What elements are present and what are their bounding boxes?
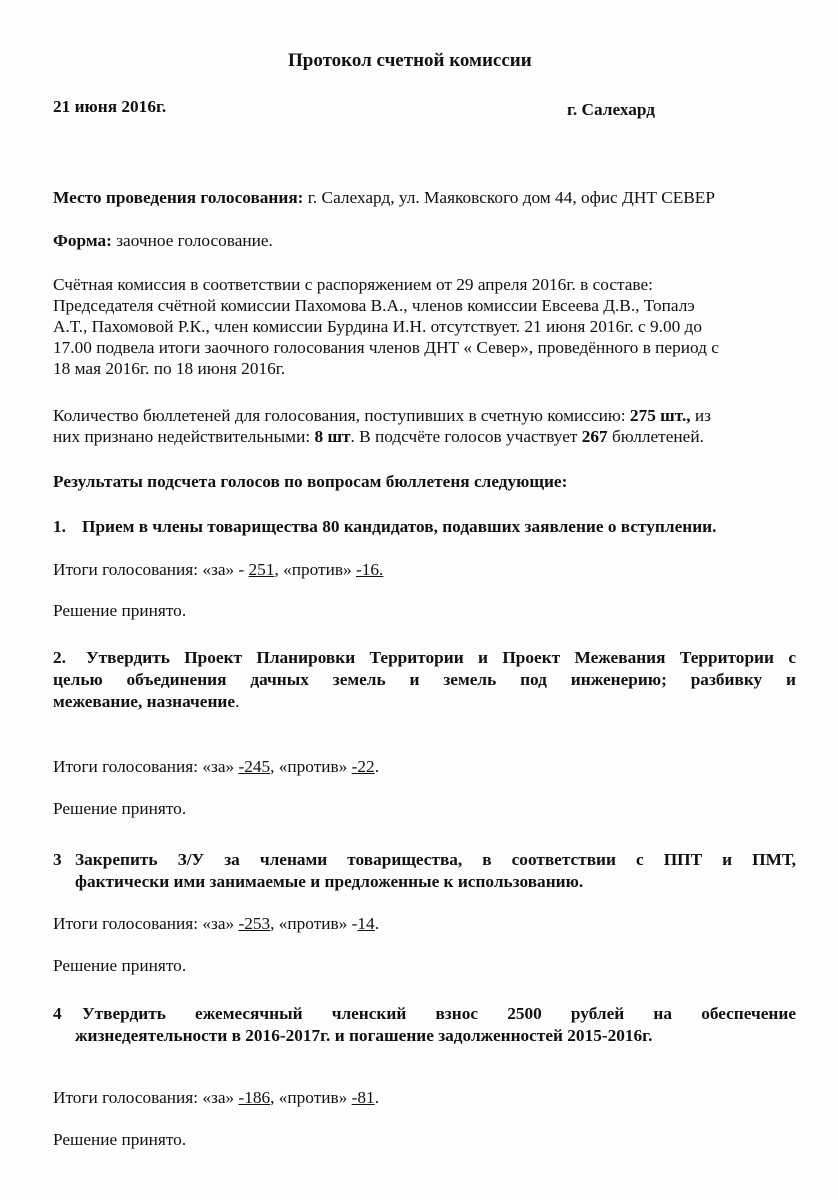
ballots-paragraph [53,405,711,447]
item-number: 3 [53,850,62,869]
ballots-text: них признано недействительными: [53,427,315,446]
vote-result-end: . [374,757,380,776]
ballots-invalid: 8 шт [314,427,351,446]
document-title: Протокол счетной комиссии [288,50,532,71]
vote-result-label: Итоги голосования: «за» [53,1088,239,1107]
vote-result-label: Итоги голосования: «за» [53,914,239,933]
commission-line: 18 мая 2016г. по 18 июня 2016г. [53,359,286,378]
voting-place-value: г. Салехард, ул. Маяковского дом 44, офис ДНТ СЕВЕР [303,188,715,207]
vote-result-label: Итоги голосования: «за» - [53,560,249,579]
protocol-city: г. Салехард [567,100,656,119]
vote-result-end: . [374,1088,380,1107]
vote-against-label: , «против» [270,1088,352,1107]
voting-place-label: Место проведения голосования: [53,188,304,207]
vote-for-count: -186 [238,1088,271,1107]
vote-for-count: -253 [238,914,271,933]
ballots-text: Количество бюллетеней для голосования, поступивших в счетную комиссию: [53,406,630,425]
voting-form [53,230,273,251]
item-text: Утвердить Проект Планировки Территории и Проект Межевания Территории с [86,648,796,667]
item-text: Утвердить ежемесячный членский взнос 2500 рублей на обеспечение [82,1004,796,1023]
vote-result [53,756,379,777]
ballots-text: из [690,406,711,425]
commission-line: Счётная комиссия в соответствии с распоряжением от 29 апреля 2016г. в составе: [53,275,653,294]
voting-place [53,187,715,208]
vote-against-label: , «против» [270,757,352,776]
vote-for-count: 251 [248,560,275,579]
vote-against-count: 14 [357,914,375,933]
item-text: целью объединения дачных земель и земель под инженерию; разбивку и [53,670,796,689]
protocol-date: 21 июня 2016г. [53,97,167,116]
ballots-received: 275 шт., [629,406,691,425]
item-text-tail: . [235,692,240,711]
vote-result [53,913,379,934]
item-number: 2. [53,648,66,667]
vote-against-label: , «против» [274,560,356,579]
vote-result-label: Итоги голосования: «за» [53,757,239,776]
item-text-bold: межевание, назначение [53,692,236,711]
item-text: Закрепить З/У за членами товарищества, в соответствии с ППТ и ПМТ, [75,850,796,869]
ballots-text: бюллетеней. [607,427,704,446]
decision-text: Решение принято. [53,601,187,620]
commission-line: Председателя счётной комиссии Пахомова В.А., членов комиссии Евсеева Д.В., Топалэ [53,296,695,315]
commission-line: 17.00 подвела итоги заочного голосования членов ДНТ « Север», проведённого в период с [53,338,719,357]
ballots-counted: 267 [581,427,608,446]
vote-against-label: , «против» - [270,914,358,933]
ballots-line-2 [53,426,711,447]
commission-paragraph [53,274,719,379]
vote-result [53,559,383,580]
vote-result [53,1087,379,1108]
item-text: жизнедеятельности в 2016-2017г. и погашение задолженностей 2015-2016г. [75,1026,653,1045]
vote-for-count: -245 [238,757,271,776]
item-text: Прием в члены товарищества 80 кандидатов, подавших заявление о вступлении. [82,517,717,536]
vote-against-count: -81 [351,1088,375,1107]
ballots-text: . В подсчёте голосов участвует [350,427,582,446]
results-heading: Результаты подсчета голосов по вопросам бюллетеня следующие: [53,472,568,491]
voting-form-label: Форма: [53,231,112,250]
decision-text: Решение принято. [53,799,187,818]
commission-line: А.Т., Пахомовой Р.К., член комиссии Бурдина И.Н. отсутствует. 21 июня 2016г. с 9.00 до [53,317,702,336]
voting-form-value: заочное голосование. [111,231,273,250]
vote-against-count: -16. [355,560,384,579]
item-number: 4 [53,1004,62,1023]
item-text: фактически ими занимаемые и предложенные к использованию. [75,872,584,891]
decision-text: Решение принято. [53,956,187,975]
vote-result-end: . [374,914,380,933]
item-text [53,691,239,712]
ballots-line-1 [53,405,711,426]
vote-against-count: -22 [351,757,375,776]
item-number: 1. [53,517,66,536]
decision-text: Решение принято. [53,1130,187,1149]
